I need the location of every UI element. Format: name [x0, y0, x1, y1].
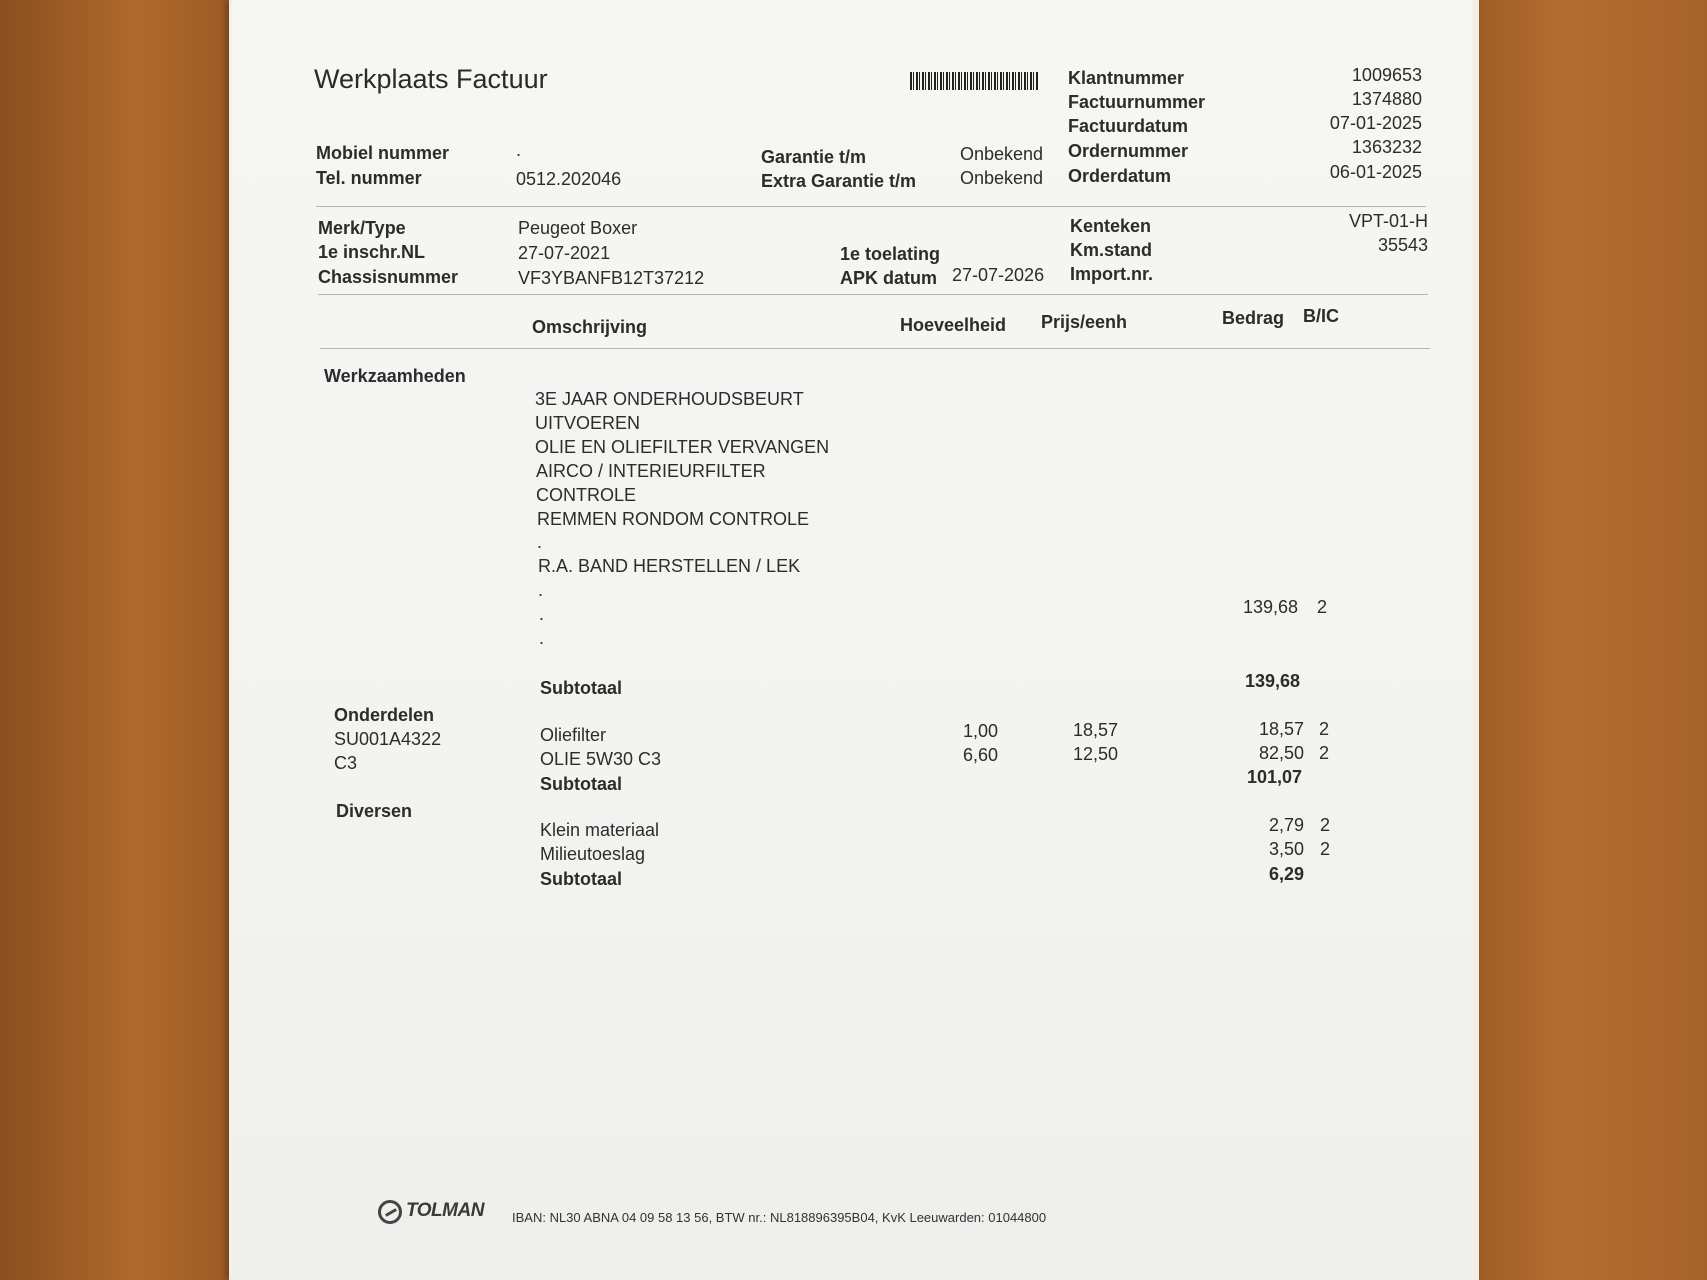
part-bic: 2 [1319, 719, 1330, 739]
part-amount: 82,50 [1258, 743, 1304, 763]
part-code: C3 [334, 753, 358, 773]
kmstand-label: Km.stand [1070, 240, 1153, 260]
divider [318, 294, 1428, 295]
werk-line: . [539, 604, 545, 624]
part-qty: 6,60 [962, 745, 998, 765]
tolman-logo-icon [378, 1200, 402, 1224]
diversen-subtotaal-value: 6,29 [1268, 864, 1304, 884]
part-amount: 18,57 [1258, 719, 1304, 739]
werk-bedrag: 139,68 [1242, 597, 1298, 617]
col-omschrijving: Omschrijving [532, 317, 648, 337]
extra-garantie-value: Onbekend [960, 168, 1044, 188]
onderdelen-subtotaal-value: 101,07 [1246, 767, 1302, 787]
chassis-label: Chassisnummer [318, 267, 459, 287]
werk-bic: 2 [1317, 597, 1328, 617]
barcode [910, 72, 1038, 90]
werk-line: . [539, 628, 545, 648]
part-qty: 1,00 [962, 721, 998, 741]
part-code: SU001A4322 [334, 729, 442, 749]
import-label: Import.nr. [1070, 264, 1154, 284]
diversen-subtotaal-label: Subtotaal [540, 869, 623, 889]
werk-line: . [537, 532, 543, 552]
part-bic: 2 [1319, 743, 1330, 763]
werk-subtotaal-label: Subtotaal [540, 678, 623, 698]
inschr-label: 1e inschr.NL [318, 242, 426, 262]
diversen-bic: 2 [1320, 815, 1331, 835]
diversen-desc: Klein materiaal [540, 820, 660, 840]
factuurnummer-value: 1374880 [1351, 89, 1422, 109]
werk-line: REMMEN RONDOM CONTROLE [537, 509, 810, 529]
divider [320, 348, 1430, 349]
diversen-amount: 2,79 [1268, 815, 1304, 835]
part-price: 18,57 [1072, 720, 1118, 740]
col-prijs: Prijs/eenh [1041, 312, 1128, 332]
diversen-label: Diversen [336, 801, 413, 821]
col-bic: B/IC [1303, 306, 1339, 326]
werk-subtotaal-value: 139,68 [1244, 671, 1300, 691]
mobiel-label: Mobiel nummer [316, 143, 450, 163]
col-bedrag: Bedrag [1222, 308, 1285, 328]
part-desc: OLIE 5W30 C3 [540, 749, 662, 769]
garantie-value: Onbekend [960, 144, 1044, 164]
part-desc: Oliefilter [540, 725, 607, 745]
orderdatum-label: Orderdatum [1068, 166, 1172, 186]
onderdelen-subtotaal-label: Subtotaal [540, 774, 623, 794]
werk-line: 3E JAAR ONDERHOUDSBEURT [535, 389, 804, 409]
factuurdatum-label: Factuurdatum [1068, 116, 1189, 136]
tel-value: 0512.202046 [516, 169, 622, 189]
table-surface-right [1470, 0, 1707, 1280]
werk-line: . [538, 580, 544, 600]
werkzaamheden-label: Werkzaamheden [324, 366, 466, 386]
werk-line: AIRCO / INTERIEURFILTER [536, 461, 766, 481]
werk-line: CONTROLE [536, 485, 637, 505]
ordernummer-value: 1363232 [1351, 137, 1422, 157]
footer-bank-info: IBAN: NL30 ABNA 04 09 58 13 56, BTW nr.: NL818896395B04, KvK Leeuwarden: 01044800 [512, 1210, 1047, 1225]
klantnummer-value: 1009653 [1351, 65, 1422, 85]
garantie-label: Garantie t/m [761, 147, 867, 167]
document-title: Werkplaats Factuur [314, 64, 548, 94]
chassis-value: VF3YBANFB12T37212 [518, 268, 705, 288]
invoice-page [232, 0, 1472, 1280]
kenteken-value: VPT-01-H [1348, 211, 1428, 231]
divider [316, 206, 1426, 207]
ordernummer-label: Ordernummer [1068, 141, 1189, 161]
tel-label: Tel. nummer [316, 168, 422, 188]
tolman-logo: TOLMAN [406, 1200, 484, 1221]
diversen-desc: Milieutoeslag [540, 844, 646, 864]
mobiel-value: . [516, 140, 522, 160]
merk-label: Merk/Type [318, 218, 406, 238]
diversen-amount: 3,50 [1268, 839, 1304, 859]
werk-line: OLIE EN OLIEFILTER VERVANGEN [535, 437, 830, 457]
werk-line: R.A. BAND HERSTELLEN / LEK [538, 556, 801, 576]
part-price: 12,50 [1072, 744, 1118, 764]
kmstand-value: 35543 [1377, 235, 1428, 255]
apk-label: APK datum [840, 268, 938, 288]
inschr-value: 27-07-2021 [518, 243, 611, 263]
kenteken-label: Kenteken [1070, 216, 1152, 236]
apk-value: 27-07-2026 [952, 265, 1045, 285]
factuurdatum-value: 07-01-2025 [1329, 113, 1422, 133]
extra-garantie-label: Extra Garantie t/m [761, 171, 917, 191]
werk-line: UITVOEREN [535, 413, 641, 433]
diversen-bic: 2 [1320, 839, 1331, 859]
col-hoeveelheid: Hoeveelheid [900, 315, 1007, 335]
toelating-label: 1e toelating [840, 244, 941, 264]
orderdatum-value: 06-01-2025 [1329, 162, 1422, 182]
onderdelen-label: Onderdelen [334, 705, 435, 725]
factuurnummer-label: Factuurnummer [1068, 92, 1206, 112]
klantnummer-label: Klantnummer [1068, 68, 1185, 88]
merk-value: Peugeot Boxer [518, 218, 638, 238]
